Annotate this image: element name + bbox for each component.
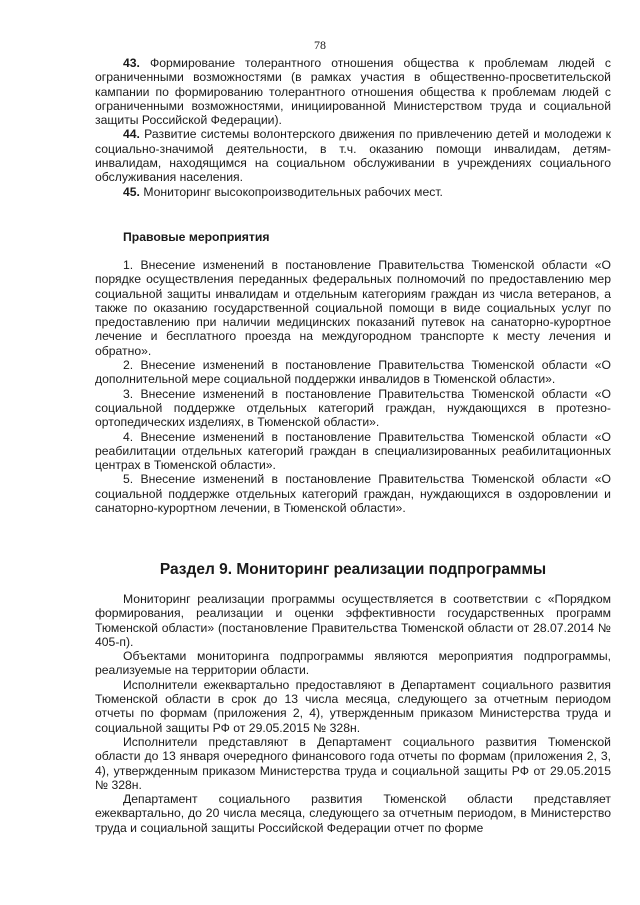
- section-paragraph: Исполнители представляют в Департамент социального развития Тюменской области до 13 января очередного финансового года отчеты по формам (приложения 2, 3, 4), утвержденным приказом Министерства труда и социальной защиты РФ от 29.05.2015 № 328н.: [95, 734, 611, 792]
- section-paragraph: Объектами мониторинга подпрограммы являются мероприятия подпрограммы, реализуемые на территории области.: [95, 649, 611, 678]
- item-43-number: 43.: [123, 56, 140, 70]
- legal-section: [95, 230, 611, 244]
- item-43: [95, 56, 611, 127]
- section-paragraph: Департамент социального развития Тюменской области представляет ежеквартально, до 20 числа месяца, следующего за отчетным периодом, в Министерство труда и социальной защиты Российской Федерации отчет по форме: [95, 792, 611, 835]
- section-paragraph: Исполнители ежеквартально предоставляют в Департамент социального развития Тюменской области в срок до 13 числа месяца, следующего за отчетным периодом отчеты по формам (приложения 2, 4), утвержденным приказом Министерства труда и социальной защиты РФ от 29.05.2015 № 328н.: [95, 677, 611, 735]
- item-44-text: Развитие системы волонтерского движения по привлечению детей и молодежи к социально-значимой деятельности, в т.ч. оказанию помощи инвалидам, детям-инвалидам, находящимся на социальном обслуживании в учреждениях социального обслуживания населения.: [95, 127, 611, 185]
- legal-item: 5. Внесение изменений в постановление Правительства Тюменской области «О социальной поддержке отдельных категорий граждан, нуждающихся в оздоровлении и санаторно-курортном лечении, в Тюменской области».: [95, 472, 611, 516]
- legal-item: 2. Внесение изменений в постановление Правительства Тюменской области «О дополнительной мере социальной поддержки инвалидов в Тюменской области».: [95, 358, 611, 387]
- top-items: [95, 56, 611, 199]
- legal-items: [95, 258, 611, 515]
- item-45-number: 45.: [123, 184, 140, 199]
- item-45-text: Мониторинг высокопроизводительных рабочих мест.: [143, 184, 443, 199]
- item-44: [95, 127, 611, 184]
- item-45: [95, 185, 611, 199]
- item-44-number: 44.: [123, 127, 140, 142]
- legal-item: 4. Внесение изменений в постановление Правительства Тюменской области «О реабилитации отдельных категорий граждан в специализированных реабилитационных центрах в Тюменской области».: [95, 429, 611, 473]
- section-title: Раздел 9. Мониторинг реализации подпрограммы: [159, 561, 547, 578]
- legal-heading: Правовые мероприятия: [123, 230, 270, 244]
- legal-item: 1. Внесение изменений в постановление Правительства Тюменской области «О порядке осуществления переданных федеральных полномочий по предоставлению мер социальной защиты инвалидам и отдельным категориям граждан из числа ветеранов, а также по оказанию государственной социальной помощи в виде социальных услуг по предоставлению при наличии медицинских показаний путевок на санаторно-курортное лечение и бесплатного проезда на междугородном транспорте к месту лечения и обратно».: [95, 258, 611, 358]
- section-paragraph: Мониторинг реализации программы осуществляется в соответствии с «Порядком формирования, реализации и оценки эффективности государственных программ Тюменской области» (постановление Правительства Тюменской области от 28.07.2014 № 405-п).: [95, 592, 611, 649]
- legal-item: 3. Внесение изменений в постановление Правительства Тюменской области «О социальной поддержке отдельных категорий граждан, нуждающихся в протезно-ортопедических изделиях, в Тюменской области».: [95, 386, 611, 430]
- page-number: 78: [314, 38, 326, 52]
- section-body: [95, 592, 611, 835]
- section-heading-wrap: [95, 561, 611, 579]
- item-43-text: Формирование толерантного отношения общества к проблемам людей с ограниченными возможностями (в рамках участия в общественно-просветительской кампании по формированию толерантного отношения общества к проблемам людей с ограниченными возможностями, инициированной Министерством труда и социальной защиты Российской Федерации).: [95, 56, 611, 128]
